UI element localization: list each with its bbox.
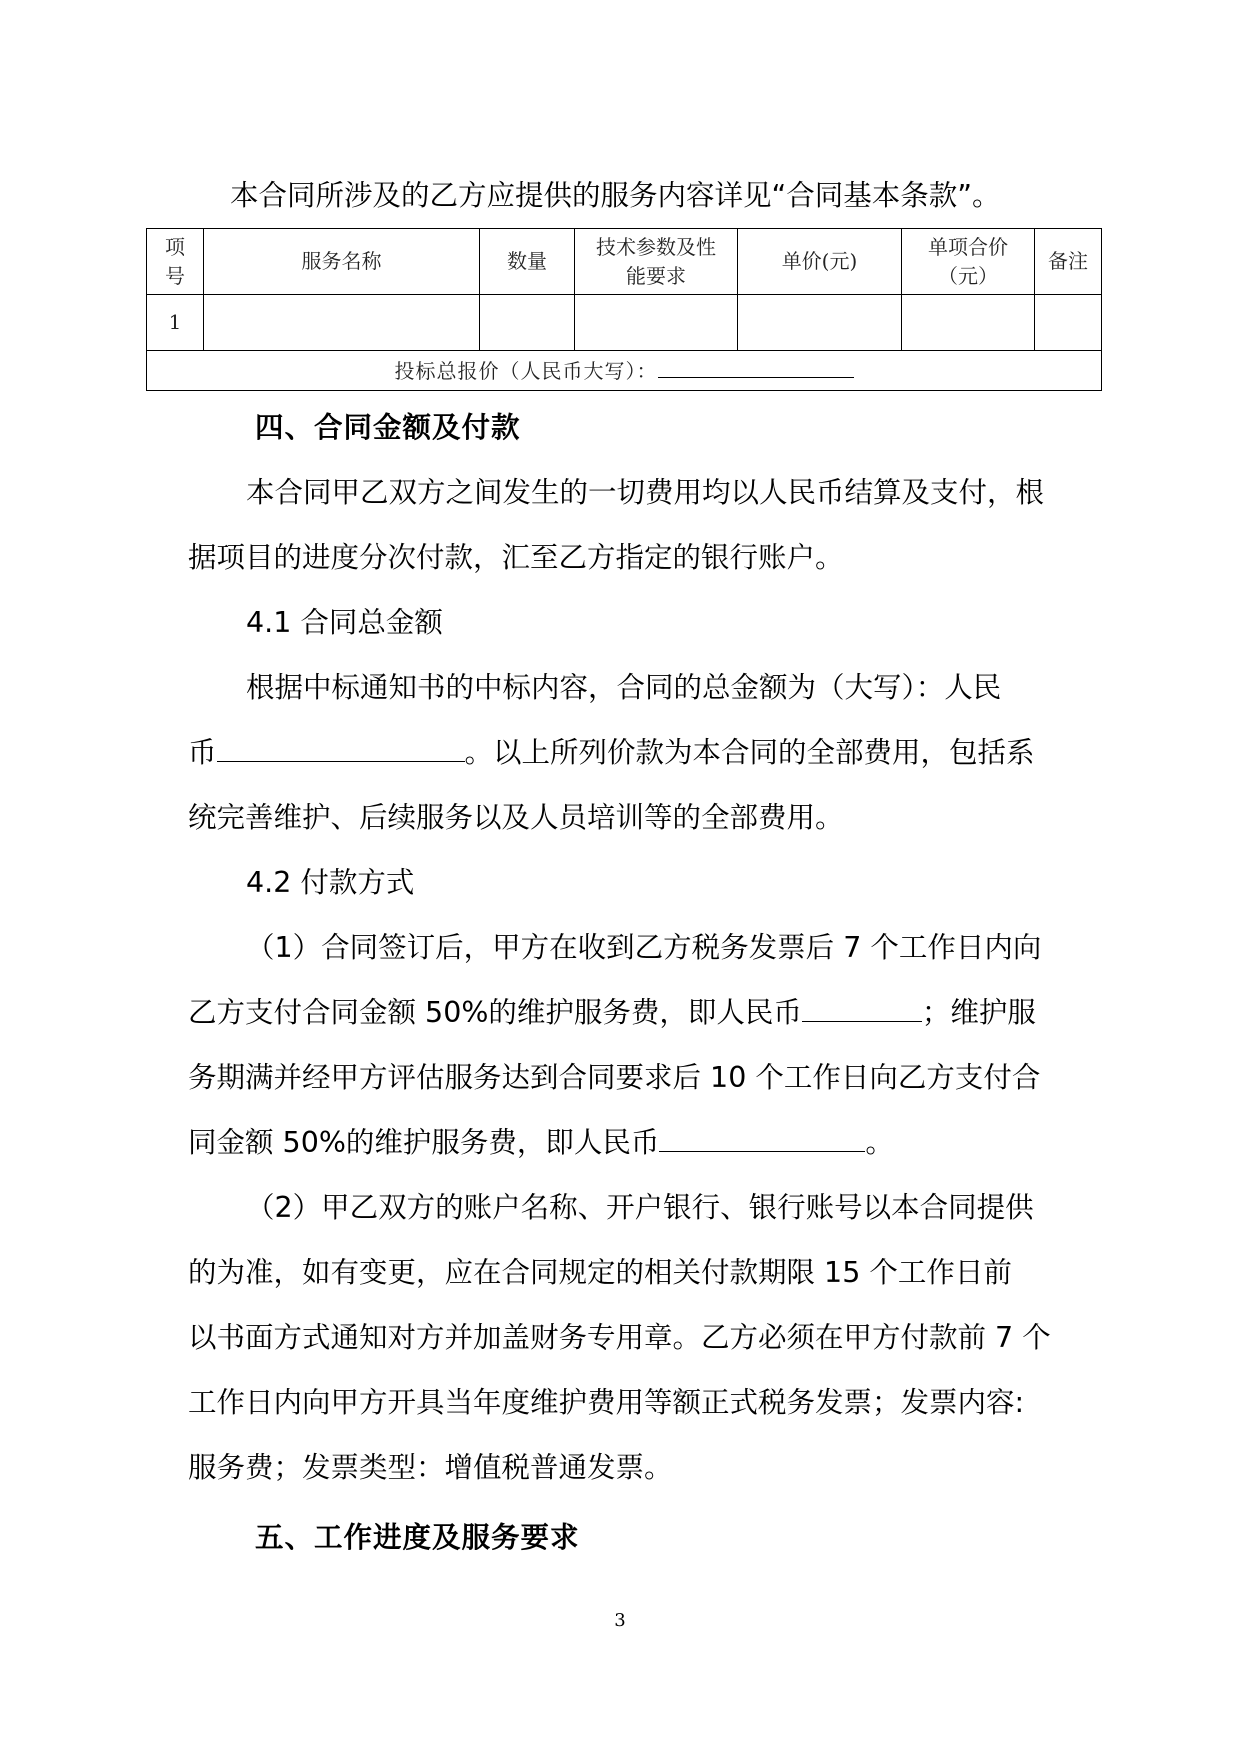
p41-line1: 根据中标通知书的中标内容，合同的总金额为（大写）：人民 xyxy=(246,671,1002,704)
intro-text: 本合同所涉及的乙方应提供的服务内容详见“合同基本条款”。 xyxy=(230,179,1001,212)
header-service-name: 服务名称 xyxy=(204,229,480,295)
table-row xyxy=(147,295,1102,351)
page-number: 3 xyxy=(614,1610,626,1631)
payment-item1-line4: 同金额 50%的维护服务费，即人民币 。 xyxy=(188,1110,894,1175)
payment-item2-line3: 以书面方式通知对方并加盖财务专用章。乙方必须在甲方付款前 7 个 xyxy=(188,1321,1051,1354)
payment-item1-line2: 乙方支付合同金额 50%的维护服务费，即人民币 ；维护服 xyxy=(188,980,1036,1045)
section4-heading: 四、合同金额及付款 xyxy=(255,411,521,444)
first-payment-blank xyxy=(802,991,922,1022)
payment-item2-line2: 的为准，如有变更，应在合同规定的相关付款期限 15 个工作日前 xyxy=(188,1256,1012,1289)
payment-item2-line1: （2）甲乙双方的账户名称、开户银行、银行账号以本合同提供 xyxy=(246,1191,1034,1224)
table-header-row xyxy=(147,229,1102,295)
total-bid-label: 投标总报价（人民币大写）： xyxy=(394,358,658,383)
total-row xyxy=(147,351,1102,391)
payment-item2-line4: 工作日内向甲方开具当年度维护费用等额正式税务发票；发票内容: xyxy=(188,1386,1025,1419)
header-unit-price: 单价(元) xyxy=(738,229,902,295)
cell-remark xyxy=(1035,295,1102,351)
header-remark: 备注 xyxy=(1035,229,1102,295)
service-items-table xyxy=(146,228,1102,391)
total-bid-cell xyxy=(147,351,1102,391)
header-item-no: 项 号 xyxy=(147,229,204,295)
subsection-4-2-title: 4.2 付款方式 xyxy=(246,866,415,899)
contract-total-blank xyxy=(217,731,465,762)
header-quantity: 数量 xyxy=(480,229,575,295)
header-subtotal: 单项合价 （元） xyxy=(902,229,1035,295)
cell-item-no: 1 xyxy=(147,295,204,351)
total-bid-blank xyxy=(658,356,854,378)
payment-item1-line3: 务期满并经甲方评估服务达到合同要求后 10 个工作日向乙方支付合 xyxy=(188,1061,1041,1094)
p41-line3: 统完善维护、后续服务以及人员培训等的全部费用。 xyxy=(188,801,844,834)
cell-unit-price xyxy=(738,295,902,351)
cell-quantity xyxy=(480,295,575,351)
header-tech-spec: 技术参数及性 能要求 xyxy=(575,229,738,295)
cell-subtotal xyxy=(902,295,1035,351)
cell-tech-spec xyxy=(575,295,738,351)
subsection-4-1-title: 4.1 合同总金额 xyxy=(246,606,443,639)
payment-item2-line5: 服务费；发票类型：增值税普通发票。 xyxy=(188,1451,673,1484)
cell-service-name xyxy=(204,295,480,351)
p41-line2: 币 。以上所列价款为本合同的全部费用，包括系 xyxy=(188,720,1035,785)
second-payment-blank xyxy=(659,1121,865,1152)
section4-paragraph: 本合同甲乙双方之间发生的一切费用均以人民币结算及支付，根据项目的进度分次付款，汇至乙方指定的银行账户。 xyxy=(188,476,1045,574)
payment-item1-line1: （1）合同签订后，甲方在收到乙方税务发票后 7 个工作日内向 xyxy=(246,931,1042,964)
section5-heading: 五、工作进度及服务要求 xyxy=(255,1521,580,1554)
